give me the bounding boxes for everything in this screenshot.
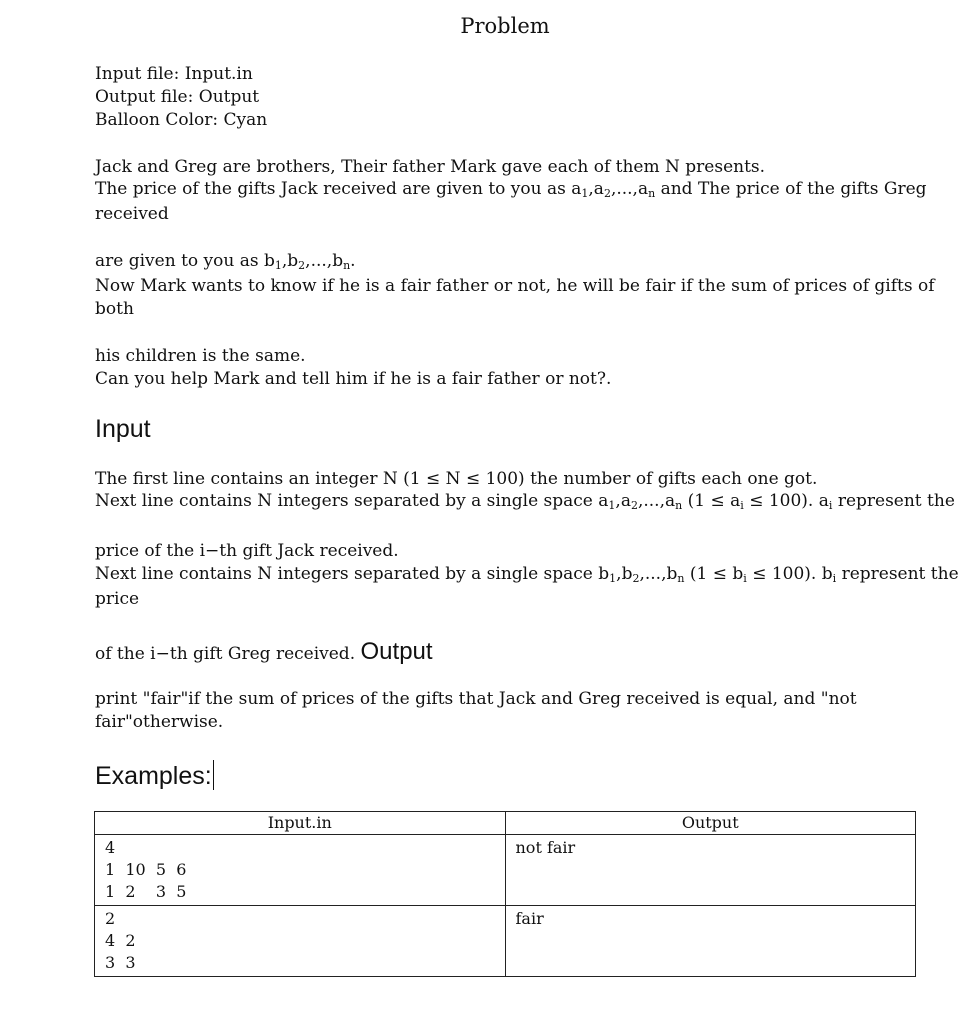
input-file-label: Input file: Input.in bbox=[95, 64, 253, 84]
statement-line-3: received bbox=[95, 204, 169, 224]
balloon-color-label: Balloon Color: Cyan bbox=[95, 110, 268, 130]
table-row bbox=[95, 835, 916, 906]
statement-line-4: are given to you as $b_1,b_2,...,b_n$. bbox=[95, 251, 356, 272]
example-input-cell: 4 1 10 5 6 1 2 3 5 bbox=[95, 835, 506, 906]
statement-line-6: both bbox=[95, 299, 134, 319]
output-file-label: Output file: Output bbox=[95, 87, 260, 107]
examples-table bbox=[94, 811, 916, 977]
statement-line-2: The price of the gifts Jack received are given to you as $a_1,a_2,...,a_n$ and The price of the gifts Greg bbox=[95, 179, 927, 200]
statement-line-5: Now Mark wants to know if he is a fair father or not, he will be fair if the sum of prices of gifts of bbox=[95, 276, 935, 296]
text-cursor bbox=[213, 760, 214, 790]
table-header-row bbox=[95, 812, 916, 835]
column-header-input: Input.in bbox=[95, 812, 506, 835]
input-line-5: price bbox=[95, 589, 140, 609]
input-line-4: Next line contains N integers separated by a single space $b_1,b_2,...,b_n$ $(1 \le b_i \le 100)$. $b_i$ represent the bbox=[95, 564, 959, 585]
statement-line-7: his children is the same. bbox=[95, 346, 306, 366]
input-line-6: of the i−th gift Greg received. Output bbox=[95, 638, 433, 665]
statement-line-8: Can you help Mark and tell him if he is a fair father or not?. bbox=[95, 369, 612, 389]
examples-heading: Examples: bbox=[95, 762, 212, 790]
output-line-2: fair"otherwise. bbox=[95, 712, 224, 732]
output-line-1: print "fair"if the sum of prices of the gifts that Jack and Greg received is equal, and "not bbox=[95, 689, 857, 709]
input-line-1: The first line contains an integer N (1 ≤ N ≤ 100) the number of gifts each one got. bbox=[95, 469, 818, 489]
column-header-output: Output bbox=[505, 812, 916, 835]
example-input-cell: 2 4 2 3 3 bbox=[95, 906, 506, 977]
input-heading: Input bbox=[95, 415, 151, 443]
table-row bbox=[95, 906, 916, 977]
output-heading: Output bbox=[360, 638, 433, 665]
page-title: Problem bbox=[460, 14, 550, 38]
input-line-3: price of the i−th gift Jack received. bbox=[95, 541, 399, 561]
statement-line-1: Jack and Greg are brothers, Their father Mark gave each of them N presents. bbox=[95, 157, 766, 177]
example-output-cell: fair bbox=[505, 906, 916, 977]
input-line-2: Next line contains N integers separated by a single space $a_1,a_2,...,a_n$ $(1 \le a_i \le 100)$. $a_i$ represent the bbox=[95, 491, 955, 512]
example-output-cell: not fair bbox=[505, 835, 916, 906]
